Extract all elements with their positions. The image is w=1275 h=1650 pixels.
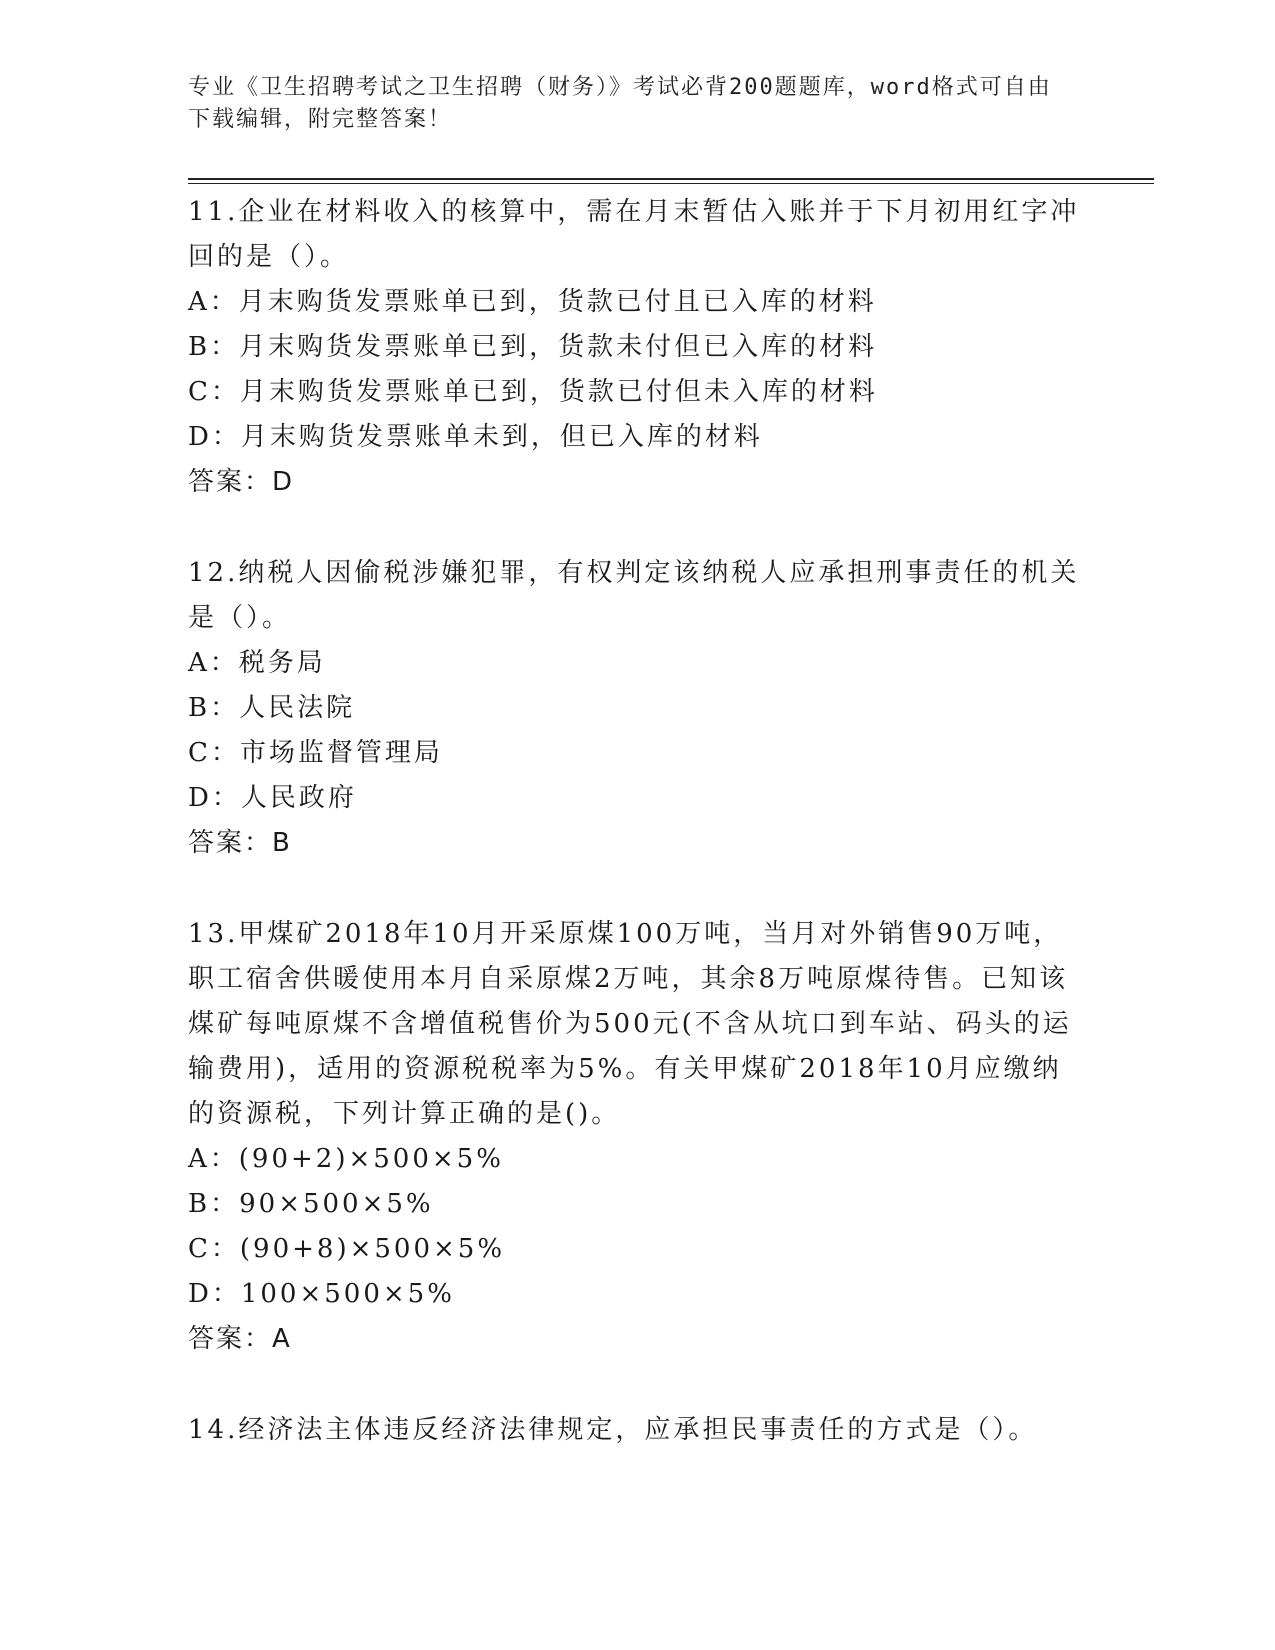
document-header: 专业《卫生招聘考试之卫生招聘（财务）》考试必背200题题库，word格式可自由下载编辑，附完整答案！ — [188, 75, 1052, 132]
header-divider-thick — [188, 178, 1154, 180]
question-spacer — [188, 866, 1088, 912]
question-list — [188, 190, 1088, 1453]
option-b: B：人民法院 — [188, 693, 356, 723]
option-d: D：人民政府 — [188, 783, 357, 813]
header-divider-thin — [188, 183, 1154, 184]
answer-label: 答案：B — [188, 828, 292, 858]
option-b: B：月末购货发票账单已到，货款未付但已入库的材料 — [188, 332, 878, 362]
question-14 — [188, 1408, 1088, 1453]
question-spacer — [188, 1362, 1088, 1408]
answer-label: 答案：D — [188, 467, 295, 497]
question-12 — [188, 551, 1088, 866]
option-a: A：月末购货发票账单已到，货款已付且已入库的材料 — [188, 287, 877, 317]
question-spacer — [188, 505, 1088, 551]
option-c: C：(90+8)×500×5% — [188, 1234, 506, 1264]
option-a: A：(90+2)×500×5% — [188, 1144, 504, 1174]
question-stem: 13.甲煤矿2018年10月开采原煤100万吨，当月对外销售90万吨，职工宿舍供暖使用本月自采原煤2万吨，其余8万吨原煤待售。已知该煤矿每吨原煤不含增值税售价为500元(不含从坑口到车站、码头的运输费用)，适用的资源税税率为5%。有关甲煤矿2018年10月应缴纳的资源税，下列计算正确的是()。 — [188, 919, 1072, 1129]
option-c: C：月末购货发票账单已到，货款已付但未入库的材料 — [188, 377, 878, 407]
question-11 — [188, 190, 1088, 505]
question-stem: 14.经济法主体违反经济法律规定，应承担民事责任的方式是（）。 — [188, 1415, 1038, 1445]
question-13 — [188, 912, 1088, 1362]
question-stem: 12.纳税人因偷税涉嫌犯罪，有权判定该纳税人应承担刑事责任的机关是（）。 — [188, 558, 1080, 633]
option-c: C：市场监督管理局 — [188, 738, 443, 768]
option-b: B：90×500×5% — [188, 1189, 434, 1219]
answer-label: 答案：A — [188, 1324, 292, 1354]
option-d: D：100×500×5% — [188, 1279, 455, 1309]
question-stem: 11.企业在材料收入的核算中，需在月末暂估入账并于下月初用红字冲回的是（）。 — [188, 197, 1080, 272]
option-a: A：税务局 — [188, 648, 326, 678]
option-d: D：月末购货发票账单未到，但已入库的材料 — [188, 422, 763, 452]
